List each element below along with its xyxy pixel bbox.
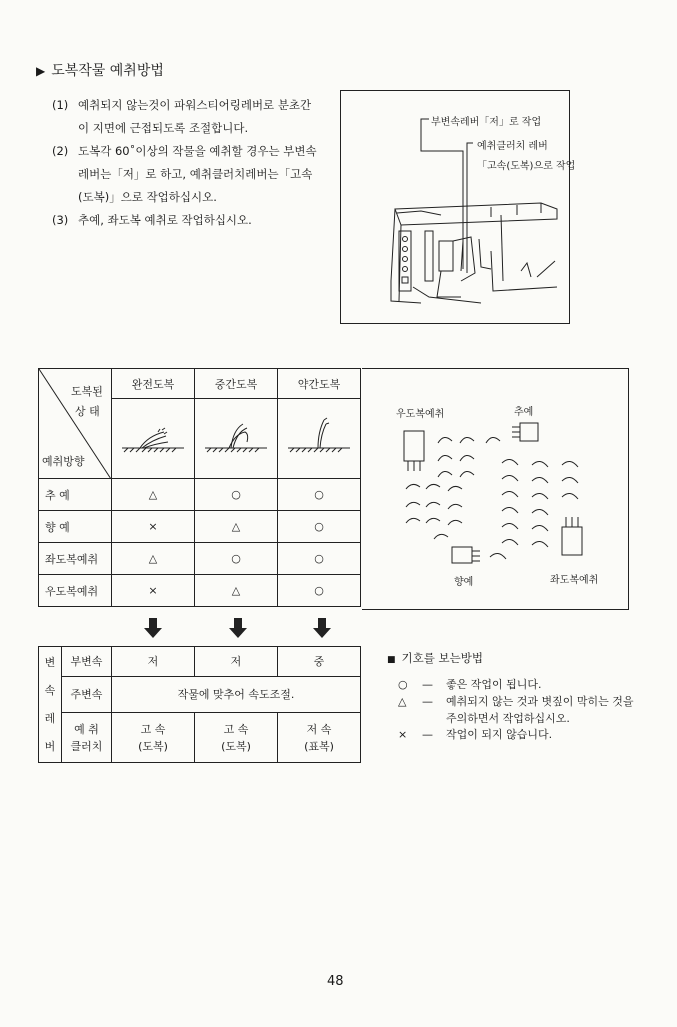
column-header: 약간도복	[278, 369, 361, 399]
rating-cell: △	[112, 479, 195, 511]
rating-cell: ○	[278, 575, 361, 607]
down-arrow-icon	[313, 618, 331, 638]
corner-cell	[39, 369, 112, 479]
down-arrows	[0, 614, 677, 642]
lever-table	[38, 646, 361, 763]
rating-cell: △	[195, 575, 278, 607]
lever-figure	[340, 90, 576, 324]
row-label: 좌도복예취	[39, 543, 112, 575]
row-label: 추 예	[39, 479, 112, 511]
lever-group-label: 변 속 레 버	[39, 647, 62, 763]
instruction-item: (3) 추예, 좌도복 예취로 작업하십시오.	[52, 213, 252, 227]
lever-cell: 저	[112, 647, 195, 677]
column-header: 중간도복	[195, 369, 278, 399]
row-label: 우도복예취	[39, 575, 112, 607]
corner-bottom: 예취방향	[42, 455, 85, 468]
lever-row-label: 주변속	[62, 677, 112, 713]
square-bullet-icon: ■	[387, 655, 396, 665]
clutch-label-2: 「고속(도복)으로 작업	[477, 161, 576, 172]
lever-row-label: 부변속	[62, 647, 112, 677]
rating-cell: ○	[278, 511, 361, 543]
lever-cell: 저	[195, 647, 278, 677]
cockpit-drawing	[341, 91, 569, 323]
triangle-bullet-icon: ▶	[36, 64, 46, 78]
lever-cell: 고 속 (도복)	[195, 713, 278, 763]
row-label: 향 예	[39, 511, 112, 543]
corner-top: 도복된	[71, 385, 103, 398]
sub-shift-label: 부변속레버「저」로 작업	[431, 117, 542, 128]
lever-cell: 저 속 (표복)	[278, 713, 361, 763]
toward-label: 향예	[454, 577, 474, 588]
lever-cell: 고 속 (도복)	[112, 713, 195, 763]
harvest-direction-drawing	[362, 369, 628, 609]
left-lodged-label: 좌도복예취	[550, 575, 599, 586]
down-arrow-icon	[229, 618, 247, 638]
follow-label: 추예	[514, 407, 534, 418]
clutch-label-1: 예취클러치 레버	[477, 141, 548, 152]
page-number: 48	[327, 974, 344, 989]
instruction-item: (1) 예취되지 않는것이 파워스티어링레버로 분초간이 지면에 근접되도록 조절합니다.	[52, 98, 312, 135]
rating-cell: △	[195, 511, 278, 543]
column-header: 완전도복	[112, 369, 195, 399]
lodging-table	[38, 368, 361, 607]
rating-cell: ○	[278, 479, 361, 511]
symbol-legend-title: ■ 기호를 보는방법	[387, 651, 483, 665]
instruction-list	[52, 94, 322, 232]
rating-cell: ×	[112, 575, 195, 607]
crop-mid-icon	[201, 412, 271, 462]
lever-cell: 중	[278, 647, 361, 677]
direction-diagram	[362, 368, 629, 610]
rating-cell: ○	[195, 479, 278, 511]
instruction-item: (2) 도복각 60˚이상의 작물을 예취할 경우는 부변속레버는「저」로 하고, 예취클러치레버는「고속 (도복)」으로 작업하십시오.	[52, 144, 317, 204]
lever-row-label: 예 취 클러치	[62, 713, 112, 763]
rating-cell: △	[112, 543, 195, 575]
crop-full-lodged	[112, 399, 195, 479]
rating-cell: ○	[278, 543, 361, 575]
right-lodged-label: 우도복예취	[396, 409, 445, 420]
crop-mid-lodged	[195, 399, 278, 479]
lever-merged-cell: 작물에 맞추어 속도조절.	[112, 677, 361, 713]
crop-slight-icon	[284, 412, 354, 462]
crop-slight-lodged	[278, 399, 361, 479]
crop-full-icon	[118, 412, 188, 462]
section-title: ▶ 도복작물 예취방법	[36, 63, 164, 79]
corner-mid: 상 태	[75, 405, 100, 418]
rating-cell: ○	[195, 543, 278, 575]
rating-cell: ×	[112, 511, 195, 543]
down-arrow-icon	[144, 618, 162, 638]
